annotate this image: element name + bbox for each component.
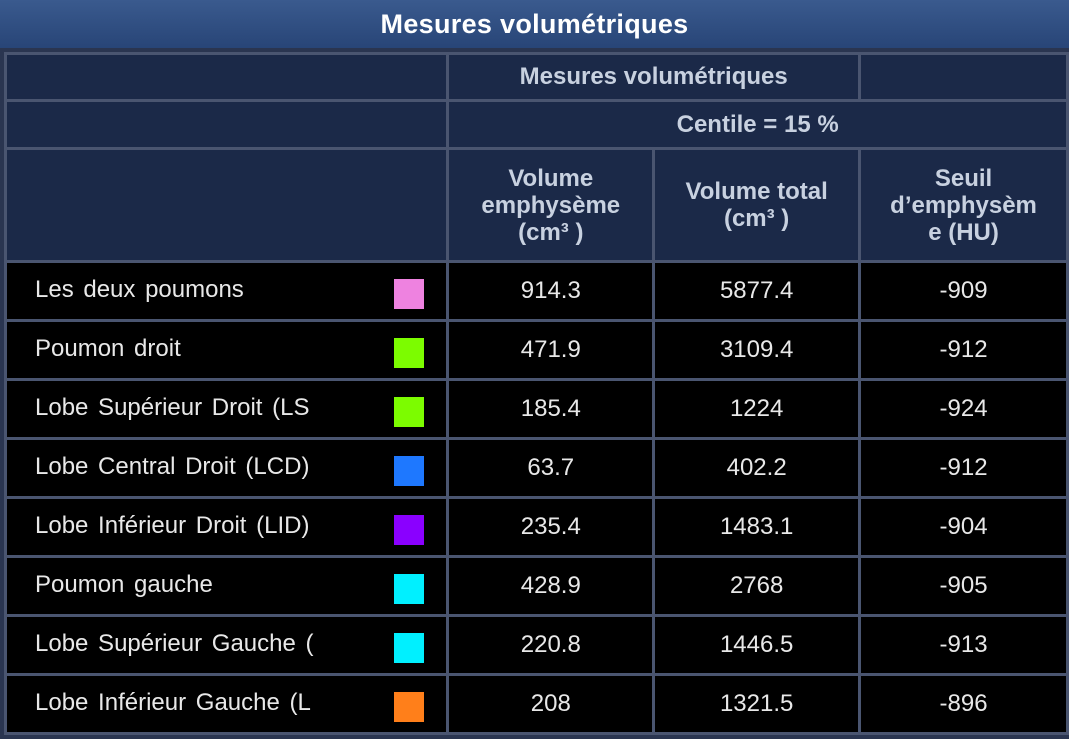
column-header-line: Volume total: [685, 178, 828, 205]
threshold-cell: -913: [861, 617, 1066, 673]
column-header-line: emphysème: [481, 191, 621, 219]
table-row[interactable]: [7, 558, 1066, 614]
region-label-cell: [7, 499, 446, 555]
column-header-total-volume: [655, 150, 858, 260]
region-label-cell: [7, 263, 446, 319]
column-header-emphysema-volume: [449, 150, 652, 260]
column-header-line: e (HU): [928, 218, 999, 246]
total-volume-cell: 5877.4: [655, 263, 858, 319]
threshold-cell: -912: [861, 322, 1066, 378]
threshold-cell: -896: [861, 676, 1066, 732]
region-name: Lobe Inférieur Gauche (L: [35, 689, 311, 716]
region-color-swatch: [394, 338, 424, 368]
header-row-centile: [7, 102, 1066, 147]
total-volume-cell: 1321.5: [655, 676, 858, 732]
region-label-cell: [7, 676, 446, 732]
region-name: Poumon gauche: [35, 571, 213, 598]
emphysema-volume-cell: 185.4: [449, 381, 652, 437]
emphysema-volume-cell: 428.9: [449, 558, 652, 614]
total-volume-cell: 1224: [655, 381, 858, 437]
region-color-swatch: [394, 279, 424, 309]
region-color-swatch: [394, 515, 424, 545]
threshold-cell: -924: [861, 381, 1066, 437]
region-name: Lobe Central Droit (LCD): [35, 453, 310, 480]
region-label-cell: [7, 381, 446, 437]
threshold-cell: -905: [861, 558, 1066, 614]
total-volume-cell: 1446.5: [655, 617, 858, 673]
region-label-cell: [7, 440, 446, 496]
region-color-swatch: [394, 574, 424, 604]
volumetric-measures-table: [4, 52, 1069, 735]
column-header-line: (cm³ ): [723, 205, 790, 232]
column-header-line: d’emphysèm: [890, 191, 1037, 219]
table-row[interactable]: [7, 381, 1066, 437]
emphysema-volume-cell: 471.9: [449, 322, 652, 378]
region-label-cell: [7, 617, 446, 673]
table-row[interactable]: [7, 440, 1066, 496]
header-blank-cell: [7, 150, 446, 260]
region-name: Lobe Supérieur Gauche (: [35, 630, 314, 657]
header-group-label: Mesures volumétriques: [449, 55, 858, 99]
threshold-cell: -912: [861, 440, 1066, 496]
total-volume-cell: 3109.4: [655, 322, 858, 378]
region-name: Les deux poumons: [35, 276, 244, 303]
emphysema-volume-cell: 235.4: [449, 499, 652, 555]
total-volume-cell: 402.2: [655, 440, 858, 496]
emphysema-volume-cell: 220.8: [449, 617, 652, 673]
header-row-group: [7, 55, 1066, 99]
emphysema-volume-cell: 63.7: [449, 440, 652, 496]
region-color-swatch: [394, 456, 424, 486]
header-blank-cell: [861, 55, 1066, 99]
threshold-cell: -909: [861, 263, 1066, 319]
region-name: Lobe Supérieur Droit (LS: [35, 394, 310, 421]
region-label-cell: [7, 322, 446, 378]
region-color-swatch: [394, 692, 424, 722]
table-row[interactable]: [7, 617, 1066, 673]
table-row[interactable]: [7, 676, 1066, 732]
panel-title: Mesures volumétriques: [0, 0, 1069, 48]
region-label-cell: [7, 558, 446, 614]
table-row[interactable]: [7, 322, 1066, 378]
region-color-swatch: [394, 633, 424, 663]
total-volume-cell: 2768: [655, 558, 858, 614]
emphysema-volume-cell: 208: [449, 676, 652, 732]
threshold-cell: -904: [861, 499, 1066, 555]
table-row[interactable]: [7, 499, 1066, 555]
header-blank-cell: [7, 102, 446, 147]
region-color-swatch: [394, 397, 424, 427]
column-header-line: Seuil: [934, 164, 993, 192]
header-centile-label: Centile = 15 %: [449, 102, 1066, 147]
header-blank-cell: [7, 55, 446, 99]
column-header-threshold: [861, 150, 1066, 260]
column-header-line: Volume: [508, 164, 594, 192]
region-name: Lobe Inférieur Droit (LID): [35, 512, 310, 539]
table-body: [7, 263, 1066, 732]
header-row-columns: [7, 150, 1066, 260]
total-volume-cell: 1483.1: [655, 499, 858, 555]
column-header-line: (cm³ ): [518, 218, 584, 246]
region-name: Poumon droit: [35, 335, 181, 362]
emphysema-volume-cell: 914.3: [449, 263, 652, 319]
table-row[interactable]: [7, 263, 1066, 319]
